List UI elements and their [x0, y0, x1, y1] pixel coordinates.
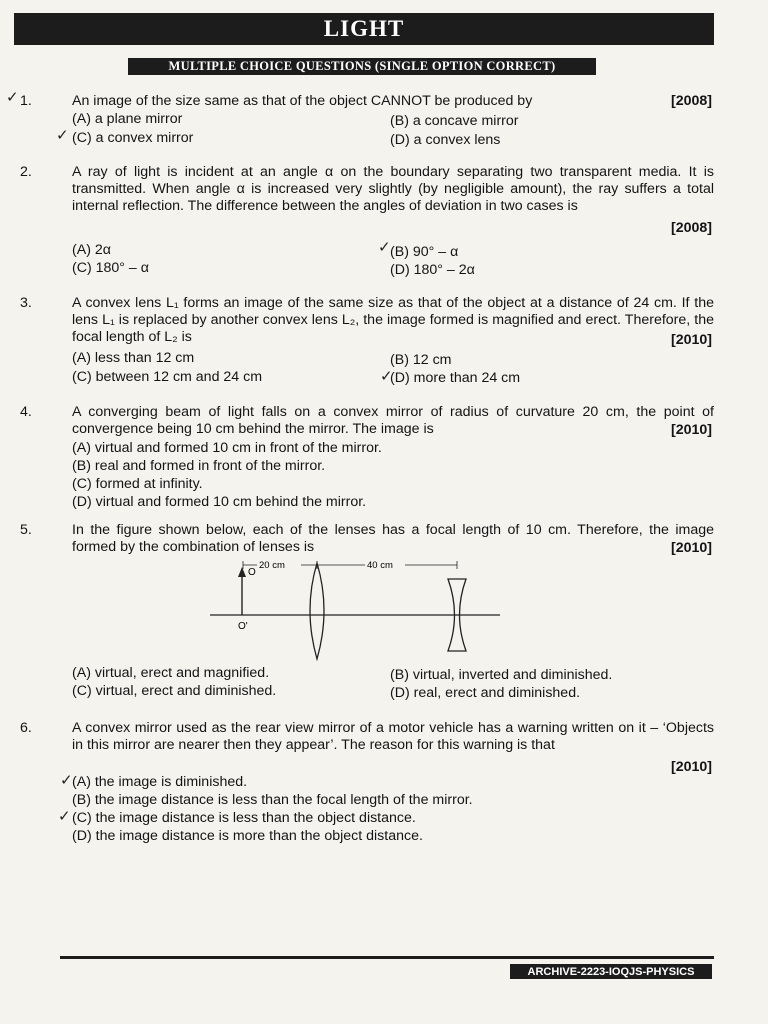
- question-text: An image of the size same as that of the object CANNOT be produced by: [72, 93, 533, 109]
- option-a: (A) less than 12 cm: [72, 350, 195, 366]
- option-d: (D) 180° – 2α: [390, 262, 475, 278]
- question-number: 3.: [20, 295, 32, 311]
- handwritten-tick-mark: ✓: [60, 771, 73, 789]
- option-a: (A) 2α: [72, 242, 111, 258]
- page-title: LIGHT: [14, 13, 714, 45]
- option-c: (C) 180° – α: [72, 260, 149, 276]
- handwritten-tick-mark: ✓: [380, 367, 393, 385]
- question-text: A converging beam of light falls on a convex mirror of radius of curvature 20 cm, the point of convergence being 10 cm behind the mirror. The image is: [72, 404, 714, 437]
- question-text: A ray of light is incident at an angle α on the boundary separating two transparent media. It is transmitted. When angle α is increased very slightly (by negligible amount), the ray suffers a total internal reflection. The difference between the angles of deviation in two cases is: [72, 164, 714, 214]
- question-text: A convex lens L₁ forms an image of the same size as that of the object at a distance of 24 cm. If the lens L₁ is replaced by another convex lens L₂, the image formed is magnified and erect. Therefore, the focal length of L₂ is: [72, 295, 714, 345]
- question-number: 4.: [20, 404, 32, 420]
- question-number: 2.: [20, 164, 32, 180]
- question-number: 6.: [20, 720, 32, 736]
- option-a: (A) the image is diminished.: [72, 774, 248, 790]
- option-d: (D) more than 24 cm: [390, 370, 521, 386]
- question-year: [2010]: [670, 422, 712, 438]
- question-text: A convex mirror used as the rear view mirror of a motor vehicle has a warning written on it – ‘Objects in this mirror are nearer then they appear’. The reason for this warning is that: [72, 720, 714, 753]
- convex-lens: [310, 563, 324, 659]
- object-bottom-label: O': [238, 621, 248, 632]
- footer-archive-tag: ARCHIVE-2223-IOQJS-PHYSICS: [510, 964, 712, 979]
- question-text: In the figure shown below, each of the lenses has a focal length of 10 cm. Therefore, the image formed by the combination of lenses is: [72, 522, 714, 555]
- handwritten-tick-mark: ✓: [6, 88, 19, 106]
- object-arrowhead: [238, 567, 246, 577]
- option-b: (B) real and formed in front of the mirror.: [72, 458, 326, 474]
- option-b: (B) 12 cm: [390, 352, 452, 368]
- option-c: (C) a convex mirror: [72, 130, 194, 146]
- question-year: [2010]: [670, 759, 712, 775]
- handwritten-tick-mark: ✓: [378, 238, 391, 256]
- option-b: (B) the image distance is less than the focal length of the mirror.: [72, 792, 473, 808]
- lens-diagram: [205, 555, 505, 665]
- option-c: (C) formed at infinity.: [72, 476, 203, 492]
- option-a: (A) a plane mirror: [72, 111, 183, 127]
- option-d: (D) real, erect and diminished.: [390, 685, 581, 701]
- option-d: (D) a convex lens: [390, 132, 501, 148]
- option-c: (C) the image distance is less than the object distance.: [72, 810, 416, 826]
- option-b: (B) 90° – α: [390, 244, 459, 260]
- option-d: (D) the image distance is more than the object distance.: [72, 828, 423, 844]
- option-b: (B) virtual, inverted and diminished.: [390, 667, 613, 683]
- object-top-label: O: [248, 567, 256, 578]
- handwritten-tick-mark: ✓: [58, 807, 71, 825]
- question-year: [2008]: [670, 93, 712, 109]
- question-number: 1.: [20, 93, 32, 109]
- question-year: [2010]: [670, 332, 712, 348]
- question-year: [2010]: [670, 540, 712, 556]
- option-c: (C) virtual, erect and diminished.: [72, 683, 277, 699]
- section-heading: MULTIPLE CHOICE QUESTIONS (SINGLE OPTION CORRECT): [128, 58, 596, 75]
- distance-label-40cm: 40 cm: [367, 560, 393, 571]
- option-c: (C) between 12 cm and 24 cm: [72, 369, 263, 385]
- option-a: (A) virtual, erect and magnified.: [72, 665, 270, 681]
- option-d: (D) virtual and formed 10 cm behind the mirror.: [72, 494, 367, 510]
- footer-divider: [60, 956, 714, 959]
- question-number: 5.: [20, 522, 32, 538]
- handwritten-tick-mark: ✓: [56, 126, 69, 144]
- distance-label-20cm: 20 cm: [259, 560, 285, 571]
- option-b: (B) a concave mirror: [390, 113, 519, 129]
- question-year: [2008]: [670, 220, 712, 236]
- option-a: (A) virtual and formed 10 cm in front of the mirror.: [72, 440, 382, 456]
